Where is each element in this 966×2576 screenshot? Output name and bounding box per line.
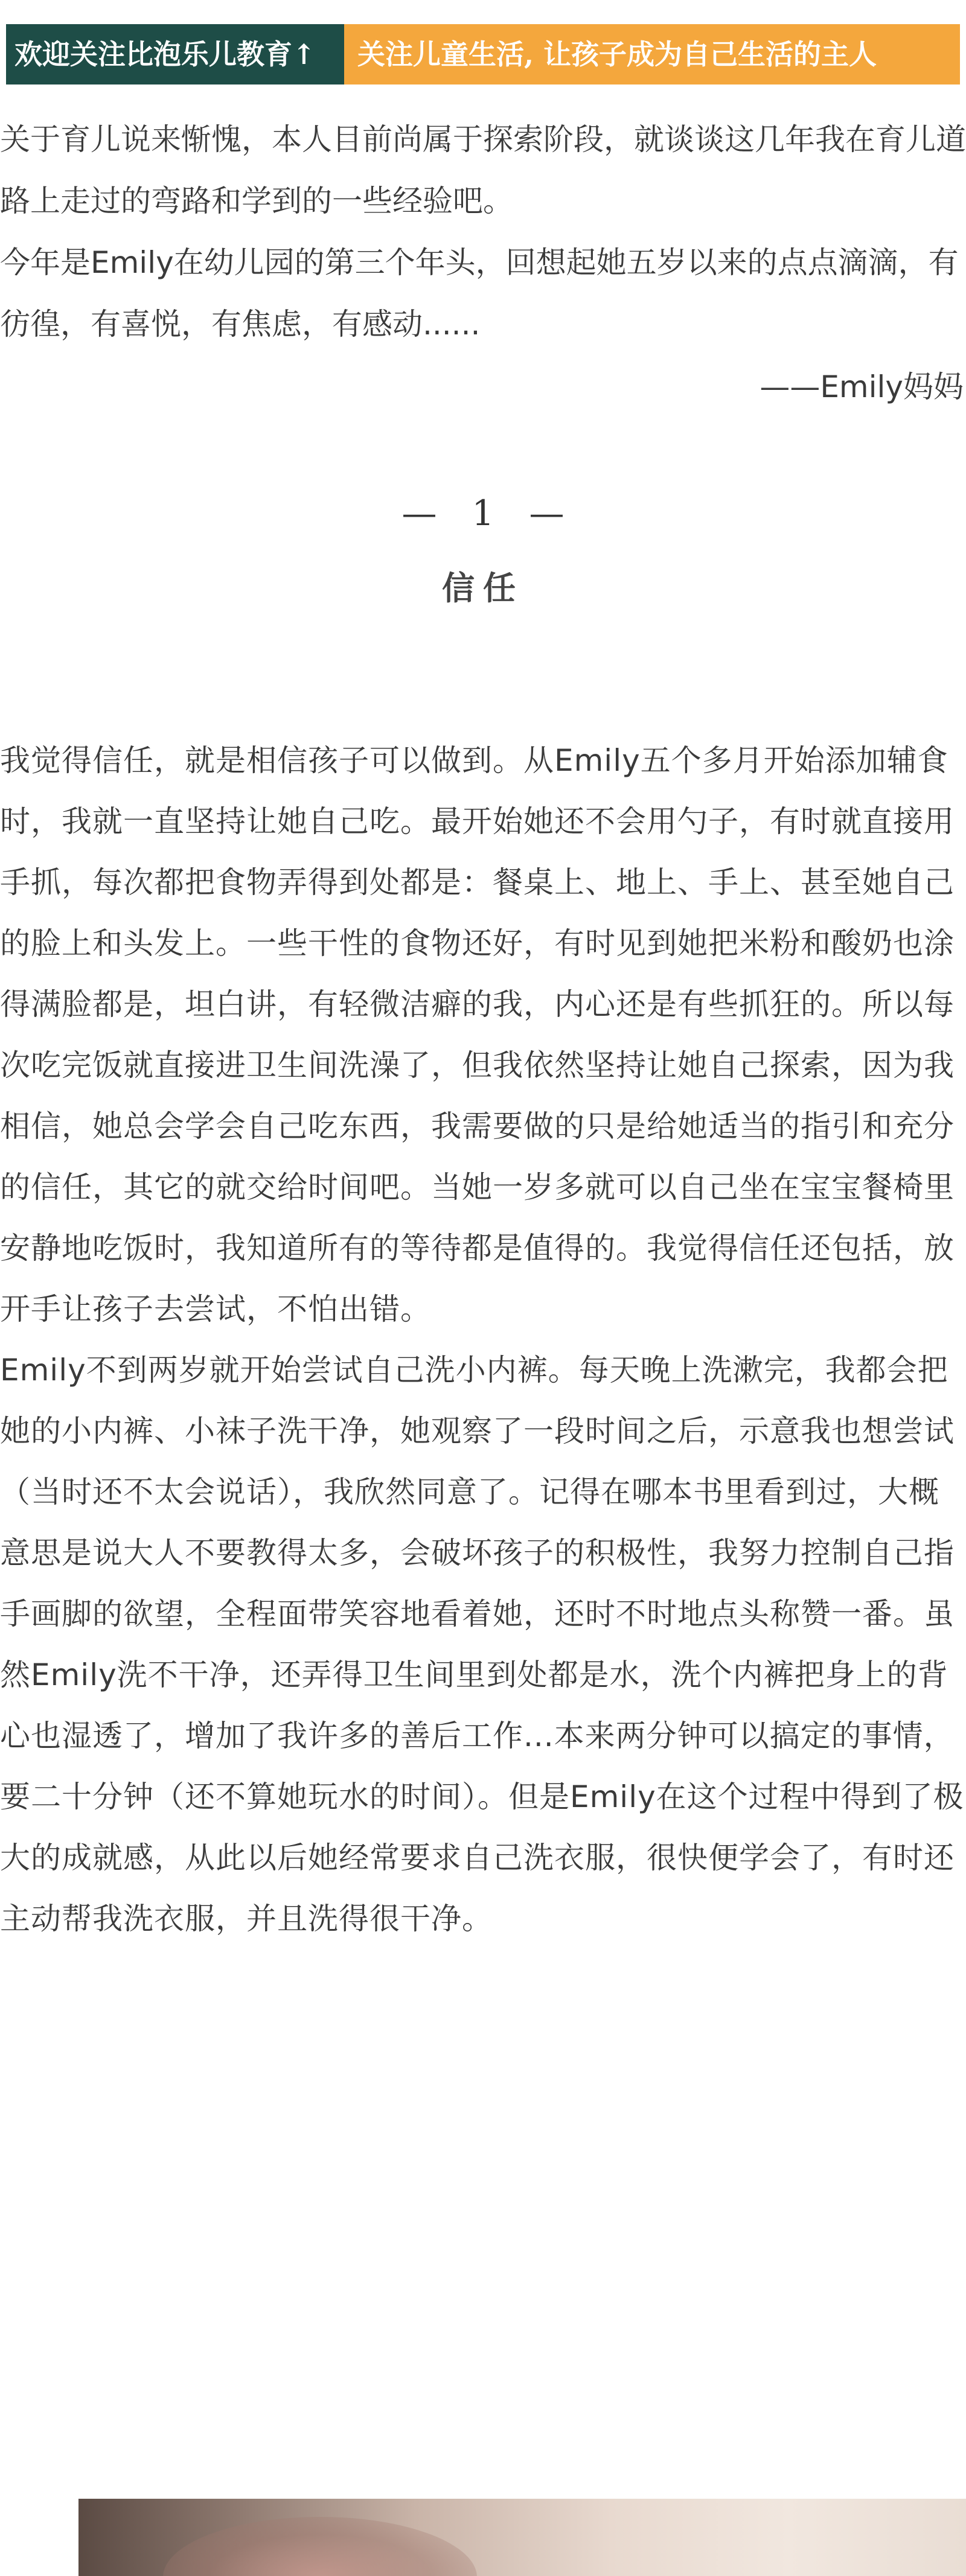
section-number: — 1 — [401, 493, 565, 534]
follow-banner-left[interactable]: 欢迎关注比泡乐儿教育↑ [6, 24, 344, 84]
author-signature: ——Emily妈妈 [760, 369, 964, 404]
slogan-banner-right: 关注儿童生活, 让孩子成为自己生活的主人 [344, 24, 960, 84]
body-paragraph: 我觉得信任，就是相信孩子可以做到。从Emily五个多月开始添加辅食时，我就一直坚持让她自己吃。最开始她还不会用勺子，有时就直接用手抓，每次都把食物弄得到处都是：餐桌上、地上、手上、甚至她自己的脸上和头发上。一些干性的食物还好，有时见到她把米粉和酸奶也涂得满脸都是，坦白讲，有轻微洁癖的我，内心还是有些抓狂的。所以每次吃完饭就直接进卫生间洗澡了，但我依然坚持让她自己探索，因为我相信，她总会学会自己吃东西，我需要做的只是给她适当的指引和充分的信任，其它的就交给时间吧。当她一岁多就可以自己坐在宝宝餐椅里安静地吃饭时，我知道所有的等待都是值得的。我觉得信任还包括，放开手让孩子去尝试，不怕出错。 [0, 743, 955, 1327]
intro-section [0, 109, 966, 355]
article-body [0, 730, 966, 1950]
intro-paragraph: 关于育儿说来惭愧，本人目前尚属于探索阶段，就谈谈这几年我在育儿道路上走过的弯路和学到的一些经验吧。 [0, 122, 966, 218]
photo-subject-shape [163, 2517, 477, 2576]
article-photo [78, 2499, 966, 2576]
header-banner [6, 24, 960, 84]
section-title: 信任 [442, 569, 524, 607]
intro-paragraph: 今年是Emily在幼儿园的第三个年头，回想起她五岁以来的点点滴滴，有彷徨，有喜悦，有焦虑，有感动...... [0, 245, 959, 342]
body-paragraph: Emily不到两岁就开始尝试自己洗小内裤。每天晚上洗漱完，我都会把她的小内裤、小袜子洗干净，她观察了一段时间之后，示意我也想尝试（当时还不太会说话），我欣然同意了。记得在哪本书里看到过，大概意思是说大人不要教得太多，会破坏孩子的积极性，我努力控制自己指手画脚的欲望，全程面带笑容地看着她，还时不时地点头称赞一番。虽然Emily洗不干净，还弄得卫生间里到处都是水，洗个内裤把身上的背心也湿透了，增加了我许多的善后工作...本来两分钟可以搞定的事情，要二十分钟（还不算她玩水的时间）。但是Emily在这个过程中得到了极大的成就感，从此以后她经常要求自己洗衣服，很快便学会了，有时还主动帮我洗衣服，并且洗得很干净。 [0, 1353, 964, 1936]
